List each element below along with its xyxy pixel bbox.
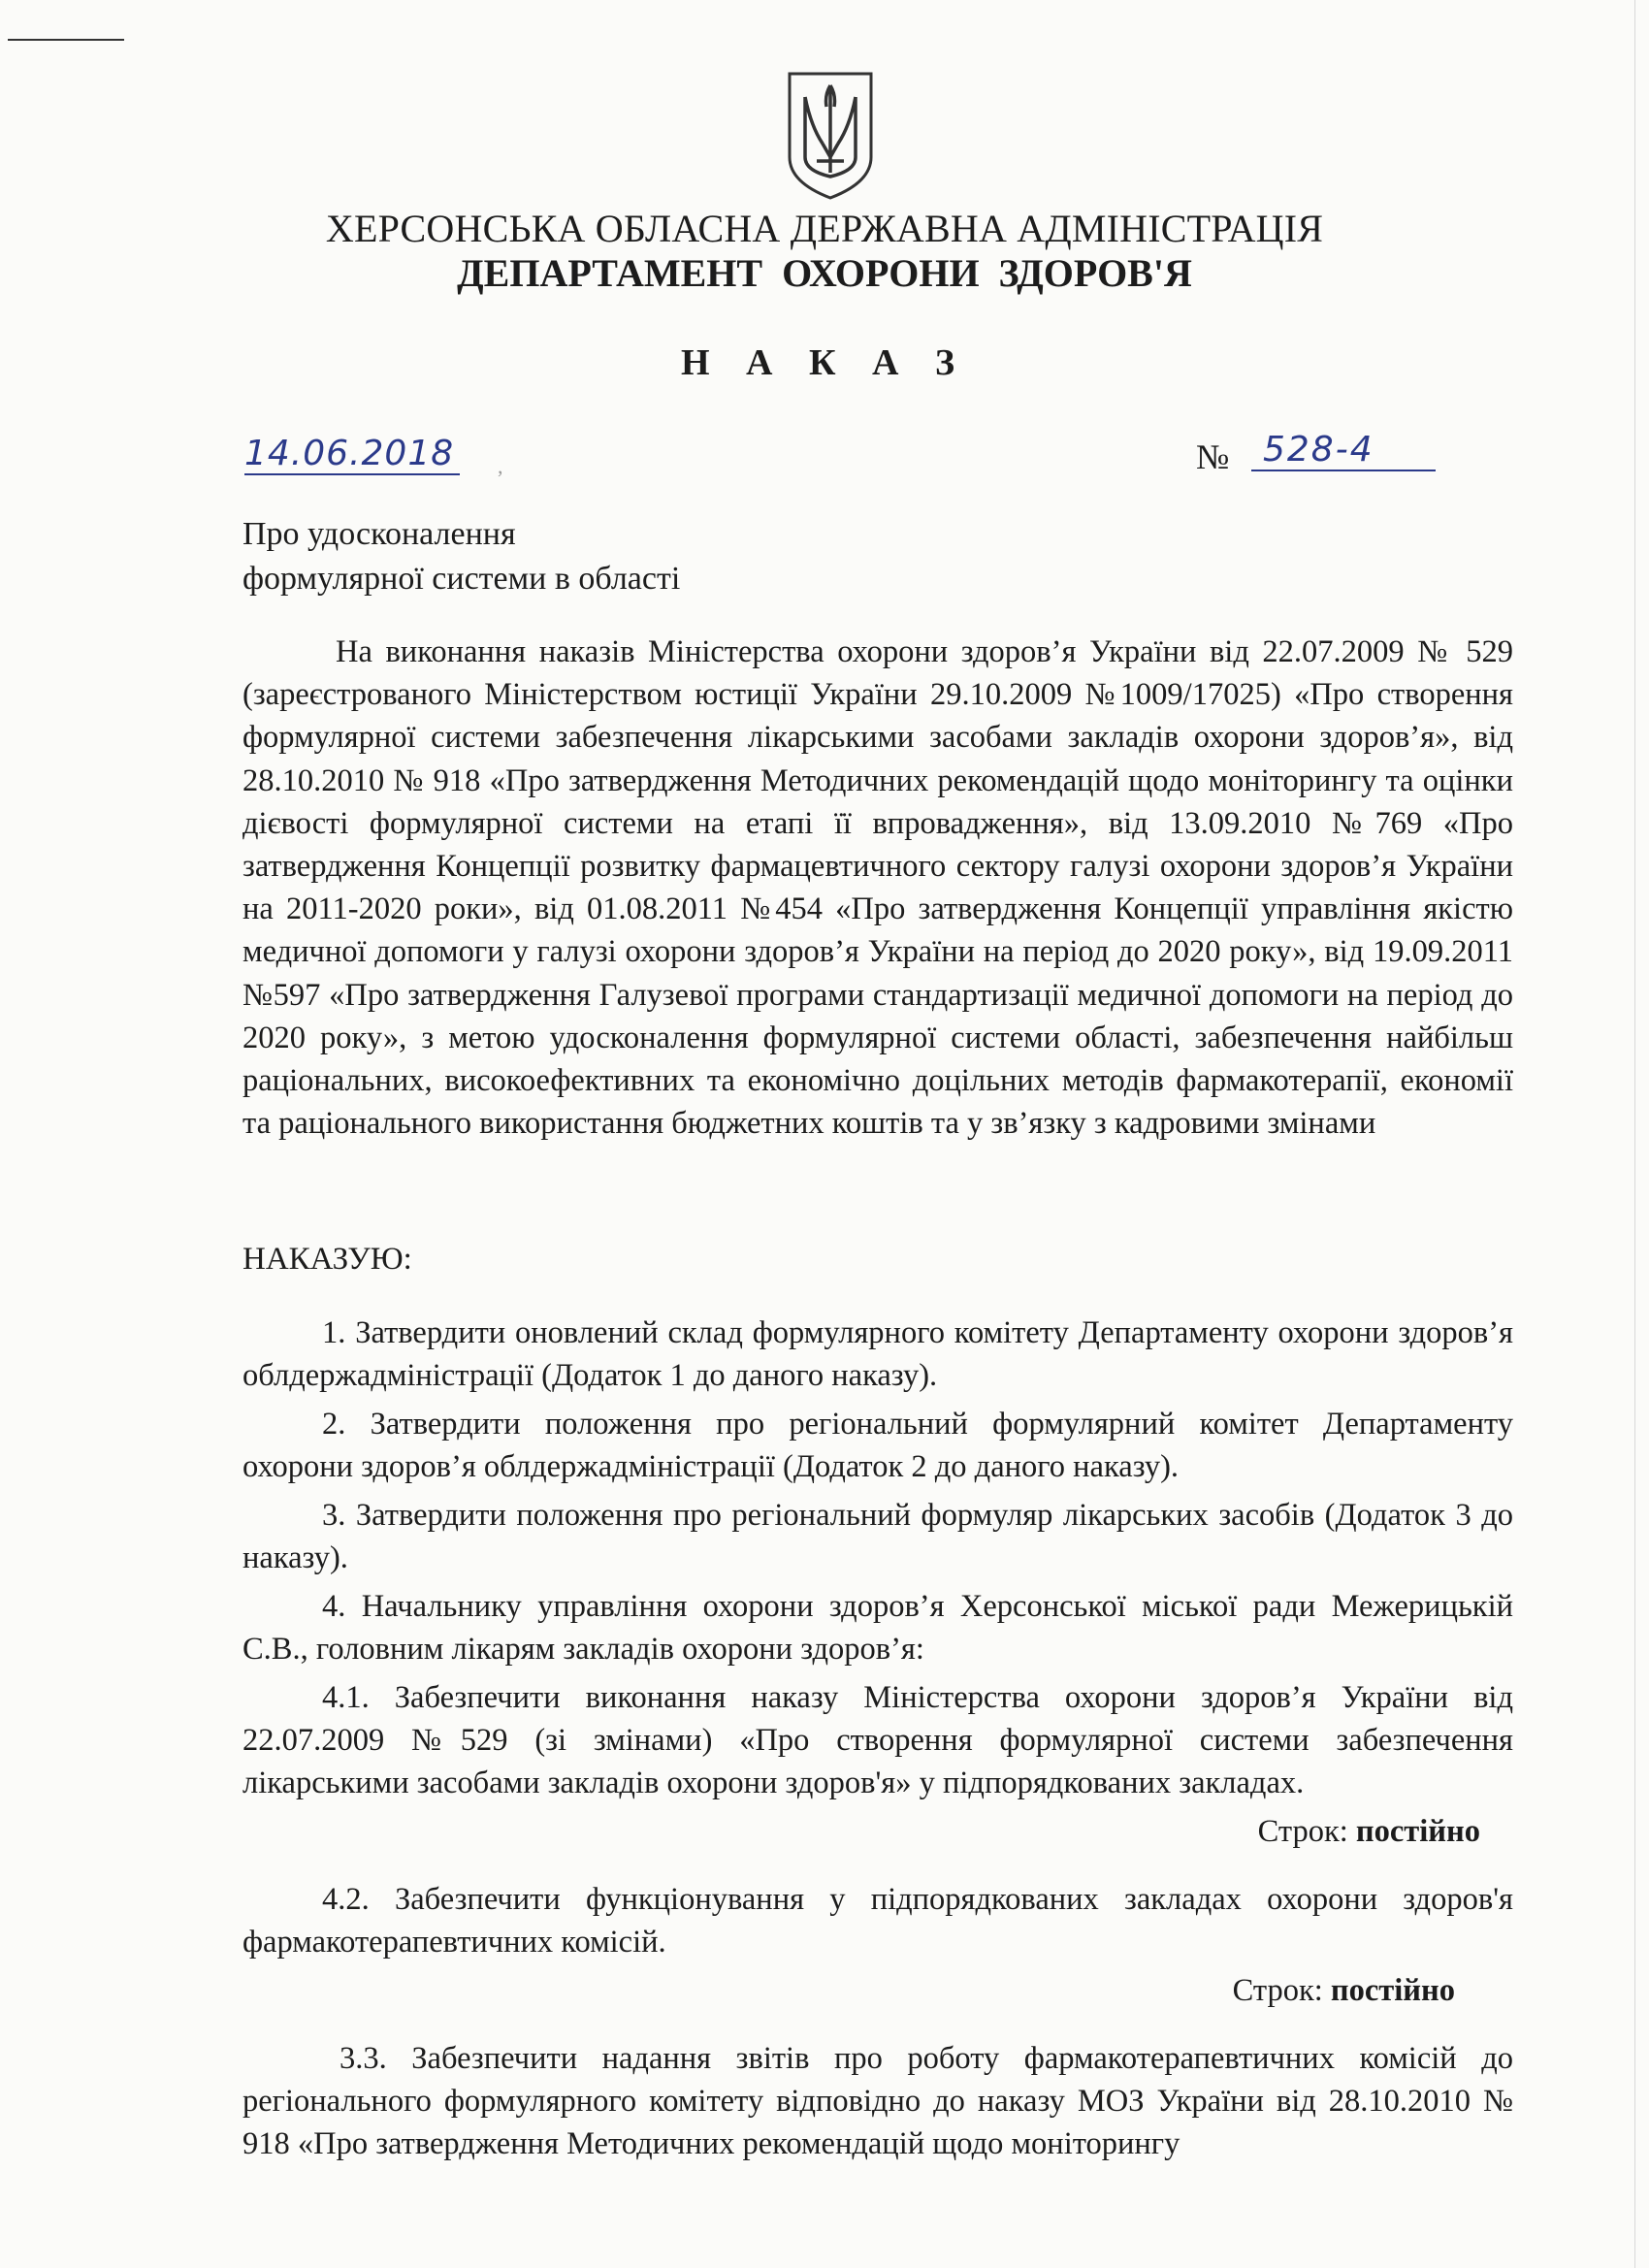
department-title: ДЕПАРТАМЕНТ ОХОРОНИ ЗДОРОВ'Я [457,251,1192,295]
item-4-1: 4.1. Забезпечити виконання наказу Міністерства охорони здоров’я України від 22.07.2009 №529 (зі змінами) «Про створення формулярної системи забезпечення лікарськими засобами закладів охорони здоров'я» у підпорядкованих закладах. [242,1680,1513,1800]
item-2: 2. Затвердити положення про регіональний формулярний комітет Департаменту охорони здоров’я облдержадміністрації (Додаток 2 до даного наказу). [242,1407,1513,1484]
subject-line-1: Про удосконалення [242,516,516,552]
order-subject [242,512,680,601]
order-heading: НАКАЗУЮ: [242,1242,412,1277]
administration-title: ХЕРСОНСЬКА ОБЛАСНА ДЕРЖАВНА АДМІНІСТРАЦІЯ [325,207,1324,250]
item-3: 3. Затвердити положення про регіональний формуляр лікарських засобів (Додаток 3 до наказу). [242,1498,1513,1575]
order-items [242,1312,1513,2171]
document-type-title: Н А К А З [680,342,969,383]
subject-line-2: формулярної системи в області [242,561,681,597]
trident-emblem-icon [784,68,877,204]
item-4-2: 4.2. Забезпечити функціонування у підпорядкованих закладах охорони здоров'я фармакотерапевтичних комісій. [242,1882,1513,1960]
page-edge-line [1634,0,1635,2268]
order-number-handwritten: 528-4 [1251,430,1436,471]
item-4-2-deadline: Строк: постійно [1232,1973,1455,2008]
item-1: 1. Затвердити оновлений склад формулярного комітету Департаменту охорони здоров’я облдержадміністрації (Додаток 1 до даного наказу). [242,1315,1513,1393]
order-date-handwritten: 14.06.2018 [244,434,460,475]
item-4-1-deadline: Строк: постійно [1257,1814,1480,1849]
scan-edge-mark [8,39,124,41]
item-4: 4. Начальнику управління охорони здоров’я Херсонської міської ради Межерицькій С.В., головним лікарям закладів охорони здоров’я: [242,1589,1513,1667]
item-3-3: 3.3. Забезпечити надання звітів про роботу фармакотерапевтичних комісій до регіонального формулярного комітету відповідно до наказу МОЗ України від 28.10.2010 № 918 «Про затвердження Методичних рекомендацій щодо моніторингу [242,2041,1513,2161]
order-number-label: № [1196,437,1230,476]
preamble-paragraph: На виконання наказів Міністерства охорони здоров’я України від 22.07.2009 № 529 (зареєстрованого Міністерством юстиції України 29.10.2009 №1009/17025) «Про створення формулярної системи забезпечення лікарськими засобами закладів охорони здоров’я», від 28.10.2010 № 918 «Про затвердження Методичних рекомендацій щодо моніторингу та оцінки дієвості формулярної системи на етапі її впровадження», від 13.09.2010 №769 «Про затвердження Концепції розвитку фармацевтичного сектору галузі охорони здоров’я України на 2011-2020 роки», від 01.08.2011 №454 «Про затвердження Концепції управління якістю медичної допомоги у галузі охорони здоров’я України на період до 2020 року», від 19.09.2011 №597 «Про затвердження Галузевої програми стандартизації медичної допомоги на період до 2020 року», з метою удосконалення формулярної системи області, забезпечення найбільш раціональних, високоефективних та економічно доцільних методів фармакотерапії, економії та раціонального використання бюджетних коштів та у зв’язку з кадровими змінами [242,634,1513,1142]
